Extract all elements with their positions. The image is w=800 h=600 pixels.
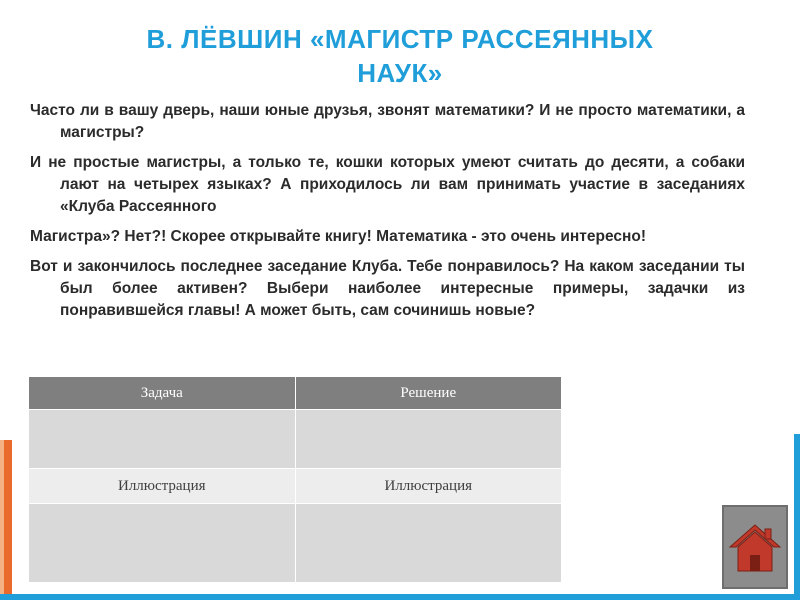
paragraph-2: И не простые магистры, а только те, кошки которых умеют считать до десяти, а собаки лают на четырех языках? А приходилось ли вам принимать участие в заседаниях «Клуба Рассеянного xyxy=(30,154,745,215)
table-cell[interactable] xyxy=(29,410,296,469)
title-line-2: НАУК» xyxy=(357,58,443,88)
table-row xyxy=(29,469,562,504)
paragraph-1: Часто ли в вашу дверь, наши юные друзья, звонят математики? И не просто математики, а магистры? xyxy=(30,102,745,141)
table-cell[interactable]: Иллюстрация xyxy=(295,469,562,504)
table-cell[interactable]: Иллюстрация xyxy=(29,469,296,504)
header-task: Задача xyxy=(29,377,296,410)
slide-body xyxy=(30,100,745,330)
bottom-decor-bar xyxy=(0,594,800,600)
home-icon xyxy=(728,521,782,575)
top-bar xyxy=(0,0,800,4)
table-cell[interactable] xyxy=(295,410,562,469)
left-decor-stripes xyxy=(0,440,12,600)
slide-title xyxy=(40,22,760,90)
table-header-row xyxy=(29,377,562,410)
table-cell[interactable] xyxy=(29,504,296,583)
table-cell[interactable] xyxy=(295,504,562,583)
table-row xyxy=(29,410,562,469)
title-line-1: В. ЛЁВШИН «МАГИСТР РАССЕЯННЫХ xyxy=(146,24,654,54)
paragraph-3: Магистра»? Нет?! Скорее открывайте книгу! Математика - это очень интересно! xyxy=(30,228,646,245)
home-button[interactable] xyxy=(722,505,788,589)
header-solution: Решение xyxy=(295,377,562,410)
right-decor-stripe xyxy=(794,434,800,594)
table-row xyxy=(29,504,562,583)
task-table xyxy=(28,376,562,574)
paragraph-4: Вот и закончилось последнее заседание Клуба. Тебе понравилось? На каком заседании ты был более активен? Выбери наиболее интересные примеры, задачки из понравившейся главы! А может быть, сам сочинишь новые? xyxy=(30,258,745,319)
